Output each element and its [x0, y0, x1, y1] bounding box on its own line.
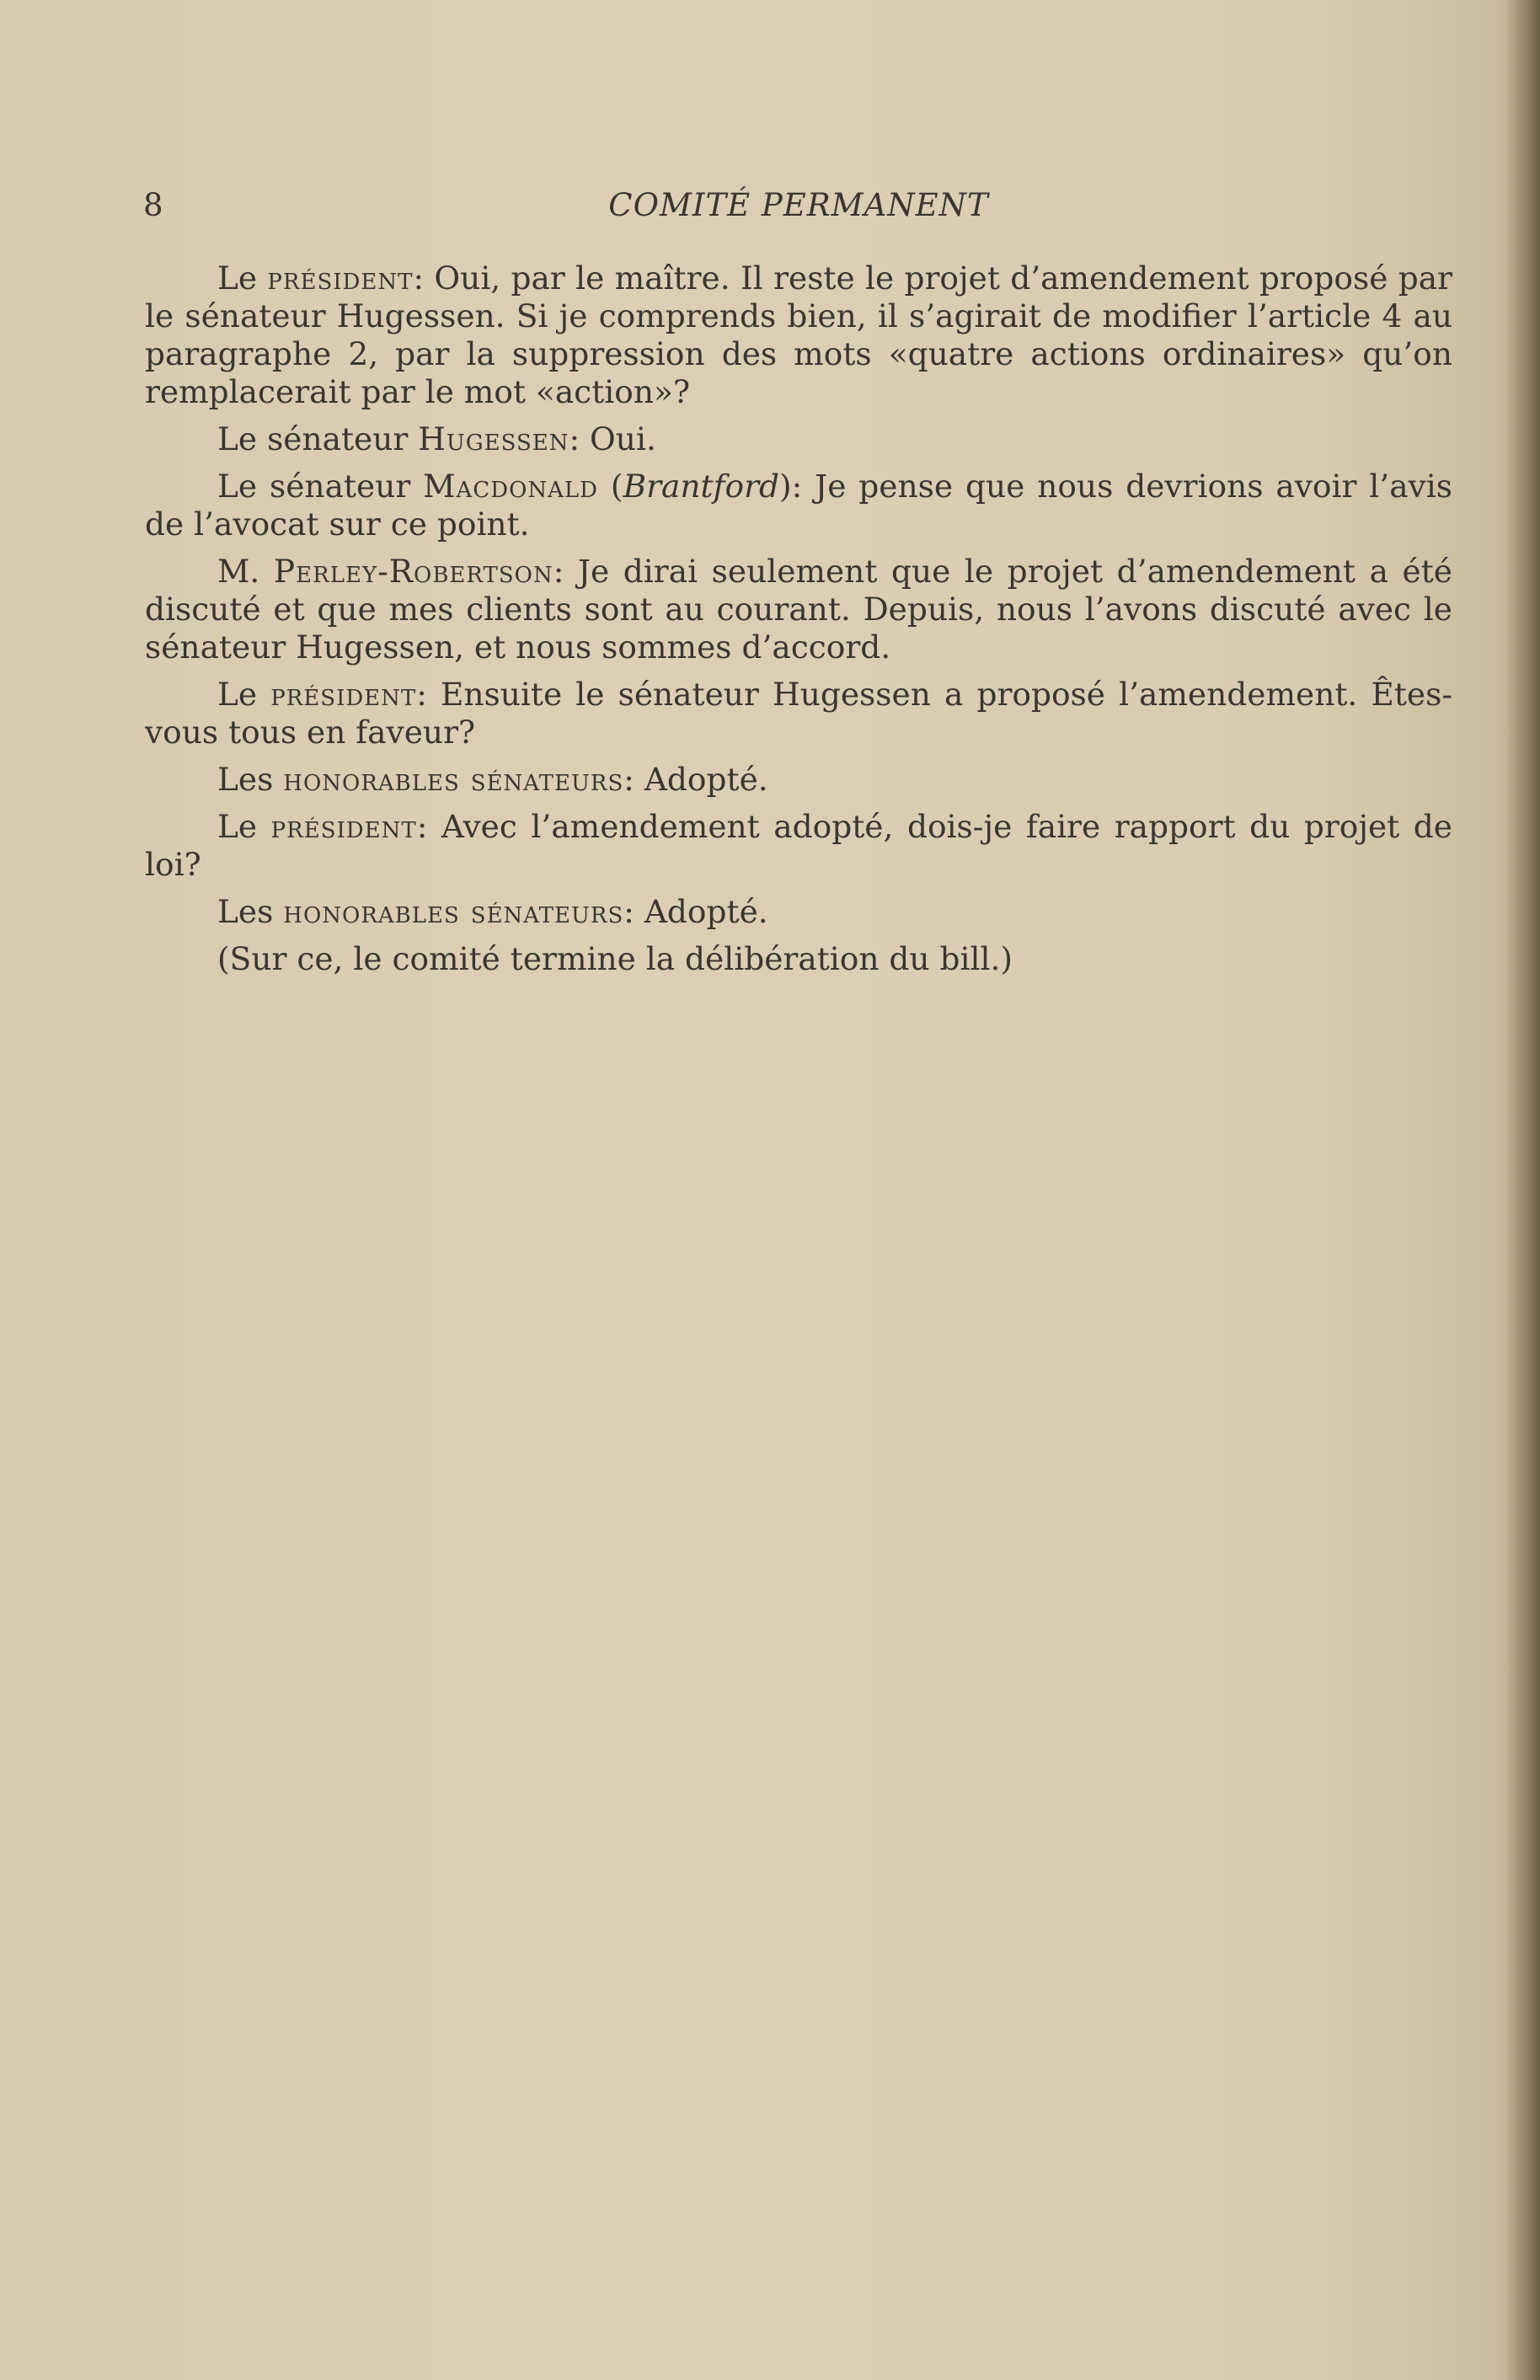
speaker-name: Hugessen: [418, 420, 569, 457]
paragraph-president-1: [145, 259, 1452, 411]
paragraph-closing-note: [145, 940, 1452, 978]
paragraph-macdonald: [145, 468, 1452, 543]
speaker-prefix: M.: [217, 553, 274, 590]
page-number: 8: [143, 187, 163, 223]
paragraph-text: Avec l’amendement adopté, dois-je faire rapport du projet de loi?: [145, 808, 1452, 883]
speaker-suffix: :: [569, 420, 580, 457]
paragraph-text: Oui.: [580, 420, 656, 457]
speaker-name: Macdonald: [423, 468, 599, 505]
speaker-name: président: [270, 676, 417, 713]
speaker-prefix: Le sénateur: [217, 420, 419, 457]
paragraph-president-2: [145, 676, 1452, 751]
speaker-prefix: Le: [217, 259, 268, 297]
speaker-prefix: Les: [217, 893, 284, 930]
speaker-name: président: [270, 808, 417, 845]
speaker-suffix: :: [413, 259, 425, 297]
paragraph-text: (Sur ce, le comité termine la délibération du bill.): [217, 940, 1013, 977]
speaker-name: honorables sénateurs: [283, 761, 624, 798]
transcript-body: [145, 259, 1452, 987]
speaker-name: Perley-Robertson: [273, 553, 553, 590]
speaker-name: honorables sénateurs: [283, 893, 624, 930]
page-edge-shadow: [1506, 0, 1540, 2380]
speaker-prefix: Les: [217, 761, 284, 798]
running-title: COMITÉ PERMANENT: [608, 187, 989, 223]
speaker-prefix: Le sénateur: [217, 468, 424, 505]
page-header: [143, 187, 1454, 238]
paragraph-senators-1: [145, 761, 1452, 799]
paragraph-text: Ensuite le sénateur Hugessen a proposé l’amendement. Êtes-vous tous en faveur?: [145, 676, 1452, 751]
paragraph-text: Oui, par le maître. Il reste le projet d’amendement proposé par le sénateur Hugessen. Si je comprends bien, il s’agirait de modifier l’article 4 au paragraphe 2, par la suppression des mots «quatre actions ordinaires» qu’on remplacerait par le mot «action»?: [145, 259, 1452, 410]
speaker-suffix: :: [553, 553, 564, 590]
speaker-riding: Brantford: [623, 468, 780, 505]
speaker-suffix: :: [623, 893, 634, 930]
paragraph-senators-2: [145, 893, 1452, 931]
paragraph-hugessen: [145, 420, 1452, 458]
speaker-end: ):: [779, 468, 803, 505]
paragraph-text: Je pense que nous devrions avoir l’avis de l’avocat sur ce point.: [145, 468, 1452, 543]
paragraph-perley-robertson: [145, 553, 1452, 666]
paragraph-text: Je dirai seulement que le projet d’amendement a été discuté et que mes clients sont au courant. Depuis, nous l’avons discuté avec le sénateur Hugessen, et nous sommes d’accord.: [145, 553, 1452, 666]
speaker-name: président: [267, 259, 414, 297]
speaker-suffix: :: [416, 676, 427, 713]
speaker-suffix: :: [623, 761, 634, 798]
paragraph-president-3: [145, 808, 1452, 884]
paragraph-text: Adopté.: [634, 893, 768, 930]
speaker-suffix: :: [416, 808, 428, 845]
speaker-prefix: Le: [217, 676, 271, 713]
paragraph-text: Adopté.: [634, 761, 768, 798]
speaker-prefix: Le: [217, 808, 271, 845]
speaker-suffix: (: [598, 468, 623, 505]
